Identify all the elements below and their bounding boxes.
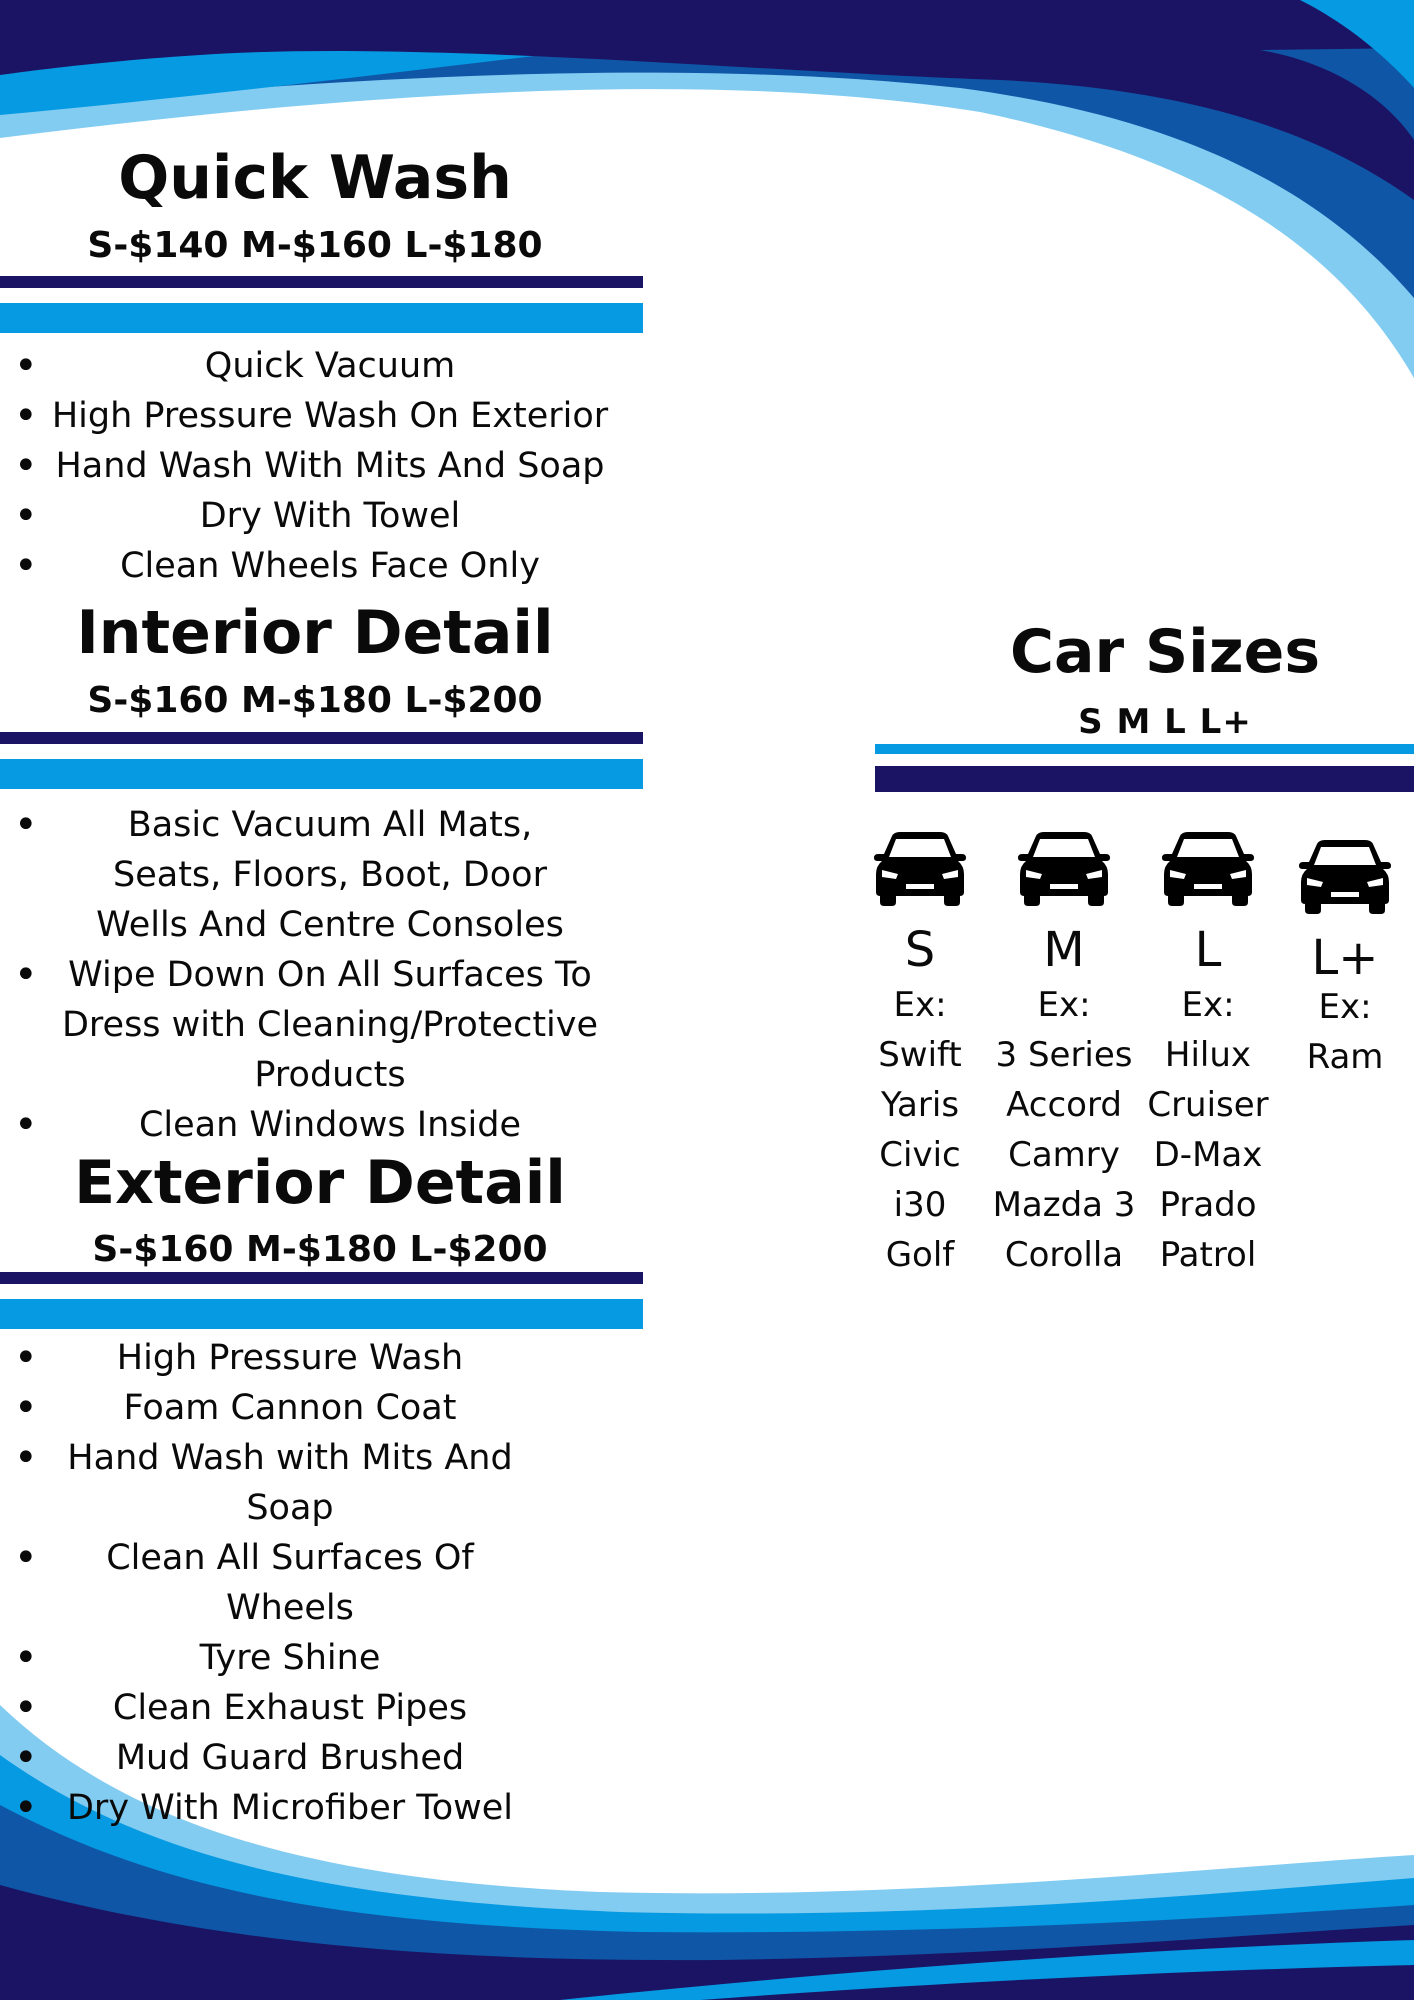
list-item: 3 Series [995,1035,1133,1075]
list-item: Camry [1008,1135,1120,1175]
size-example-label: Ex: [1037,985,1091,1025]
size-column-m [989,830,1139,1280]
list-item: Patrol [1159,1235,1257,1275]
interior-detail-title: Interior Detail [76,598,554,668]
list-item: D-Max [1153,1135,1263,1175]
quick-wash-divider-dark [0,276,643,288]
size-column-l-plus [1280,838,1410,1082]
quick-wash-title: Quick Wash [118,143,512,213]
list-item: Yaris [880,1085,960,1125]
size-letter: L+ [1311,930,1379,986]
car-icon [1018,830,1110,906]
size-letter: S [904,922,936,978]
car-sizes-divider-light [875,744,1414,754]
car-icon [874,830,966,906]
size-letter: L [1194,922,1222,978]
car-sizes-divider-dark [875,766,1414,792]
list-item: • Clean Wheels Face Only [0,541,660,591]
list-item: • Clean Windows Inside [0,1100,660,1150]
list-item: Hilux [1164,1035,1252,1075]
list-item: • Tyre Shine [0,1633,580,1683]
size-letter: M [1043,922,1085,978]
size-column-s [845,830,995,1280]
list-item: • Wipe Down On All Surfaces To Dress with Cleaning/Protective Products [0,950,660,1100]
interior-detail-list [0,800,660,1150]
list-item: Civic [879,1135,961,1175]
list-item: • Clean All Surfaces Of Wheels [0,1533,580,1633]
size-example-label: Ex: [893,985,947,1025]
list-item: • Clean Exhaust Pipes [0,1683,580,1733]
exterior-detail-list [0,1333,580,1833]
list-item: Corolla [1004,1235,1124,1275]
list-item: Accord [1006,1085,1122,1125]
list-item: • Hand Wash with Mits And Soap [0,1433,580,1533]
list-item: • Foam Cannon Coat [0,1383,580,1433]
list-item: • Quick Vacuum [0,341,660,391]
list-item: Mazda 3 [992,1185,1136,1225]
car-icon [1162,830,1254,906]
list-item: • Hand Wash With Mits And Soap [0,441,660,491]
list-item: Swift [878,1035,962,1075]
list-item: • Basic Vacuum All Mats, Seats, Floors, Boot, Door Wells And Centre Consoles [0,800,660,950]
car-sizes-title: Car Sizes [1009,617,1321,687]
interior-detail-prices: S-$160 M-$180 L-$200 [87,680,543,721]
list-item: Golf [885,1235,955,1275]
car-icon [1299,838,1391,914]
list-item: i30 [893,1185,947,1225]
size-model-list [1280,1032,1410,1082]
interior-detail-divider-dark [0,732,643,744]
size-example-label: Ex: [1318,987,1372,1027]
size-column-l [1133,830,1283,1280]
size-model-list [989,1030,1139,1280]
car-sizes-subtitle: S M L L+ [1078,702,1252,742]
size-model-list [845,1030,995,1280]
exterior-detail-divider-dark [0,1272,643,1284]
exterior-detail-prices: S-$160 M-$180 L-$200 [92,1229,548,1270]
list-item: • High Pressure Wash On Exterior [0,391,660,441]
list-item: • Dry With Towel [0,491,660,541]
quick-wash-prices: S-$140 M-$160 L-$180 [87,225,543,266]
exterior-detail-divider-light [0,1299,643,1329]
list-item: • Dry With Microfiber Towel [0,1783,580,1833]
size-example-label: Ex: [1181,985,1235,1025]
quick-wash-list [0,341,660,591]
list-item: Cruiser [1147,1085,1269,1125]
size-model-list [1133,1030,1283,1280]
list-item: • High Pressure Wash [0,1333,580,1383]
list-item: Ram [1306,1037,1384,1077]
list-item: • Mud Guard Brushed [0,1733,580,1783]
exterior-detail-title: Exterior Detail [74,1148,566,1218]
quick-wash-divider-light [0,303,643,333]
list-item: Prado [1159,1185,1257,1225]
interior-detail-divider-light [0,759,643,789]
